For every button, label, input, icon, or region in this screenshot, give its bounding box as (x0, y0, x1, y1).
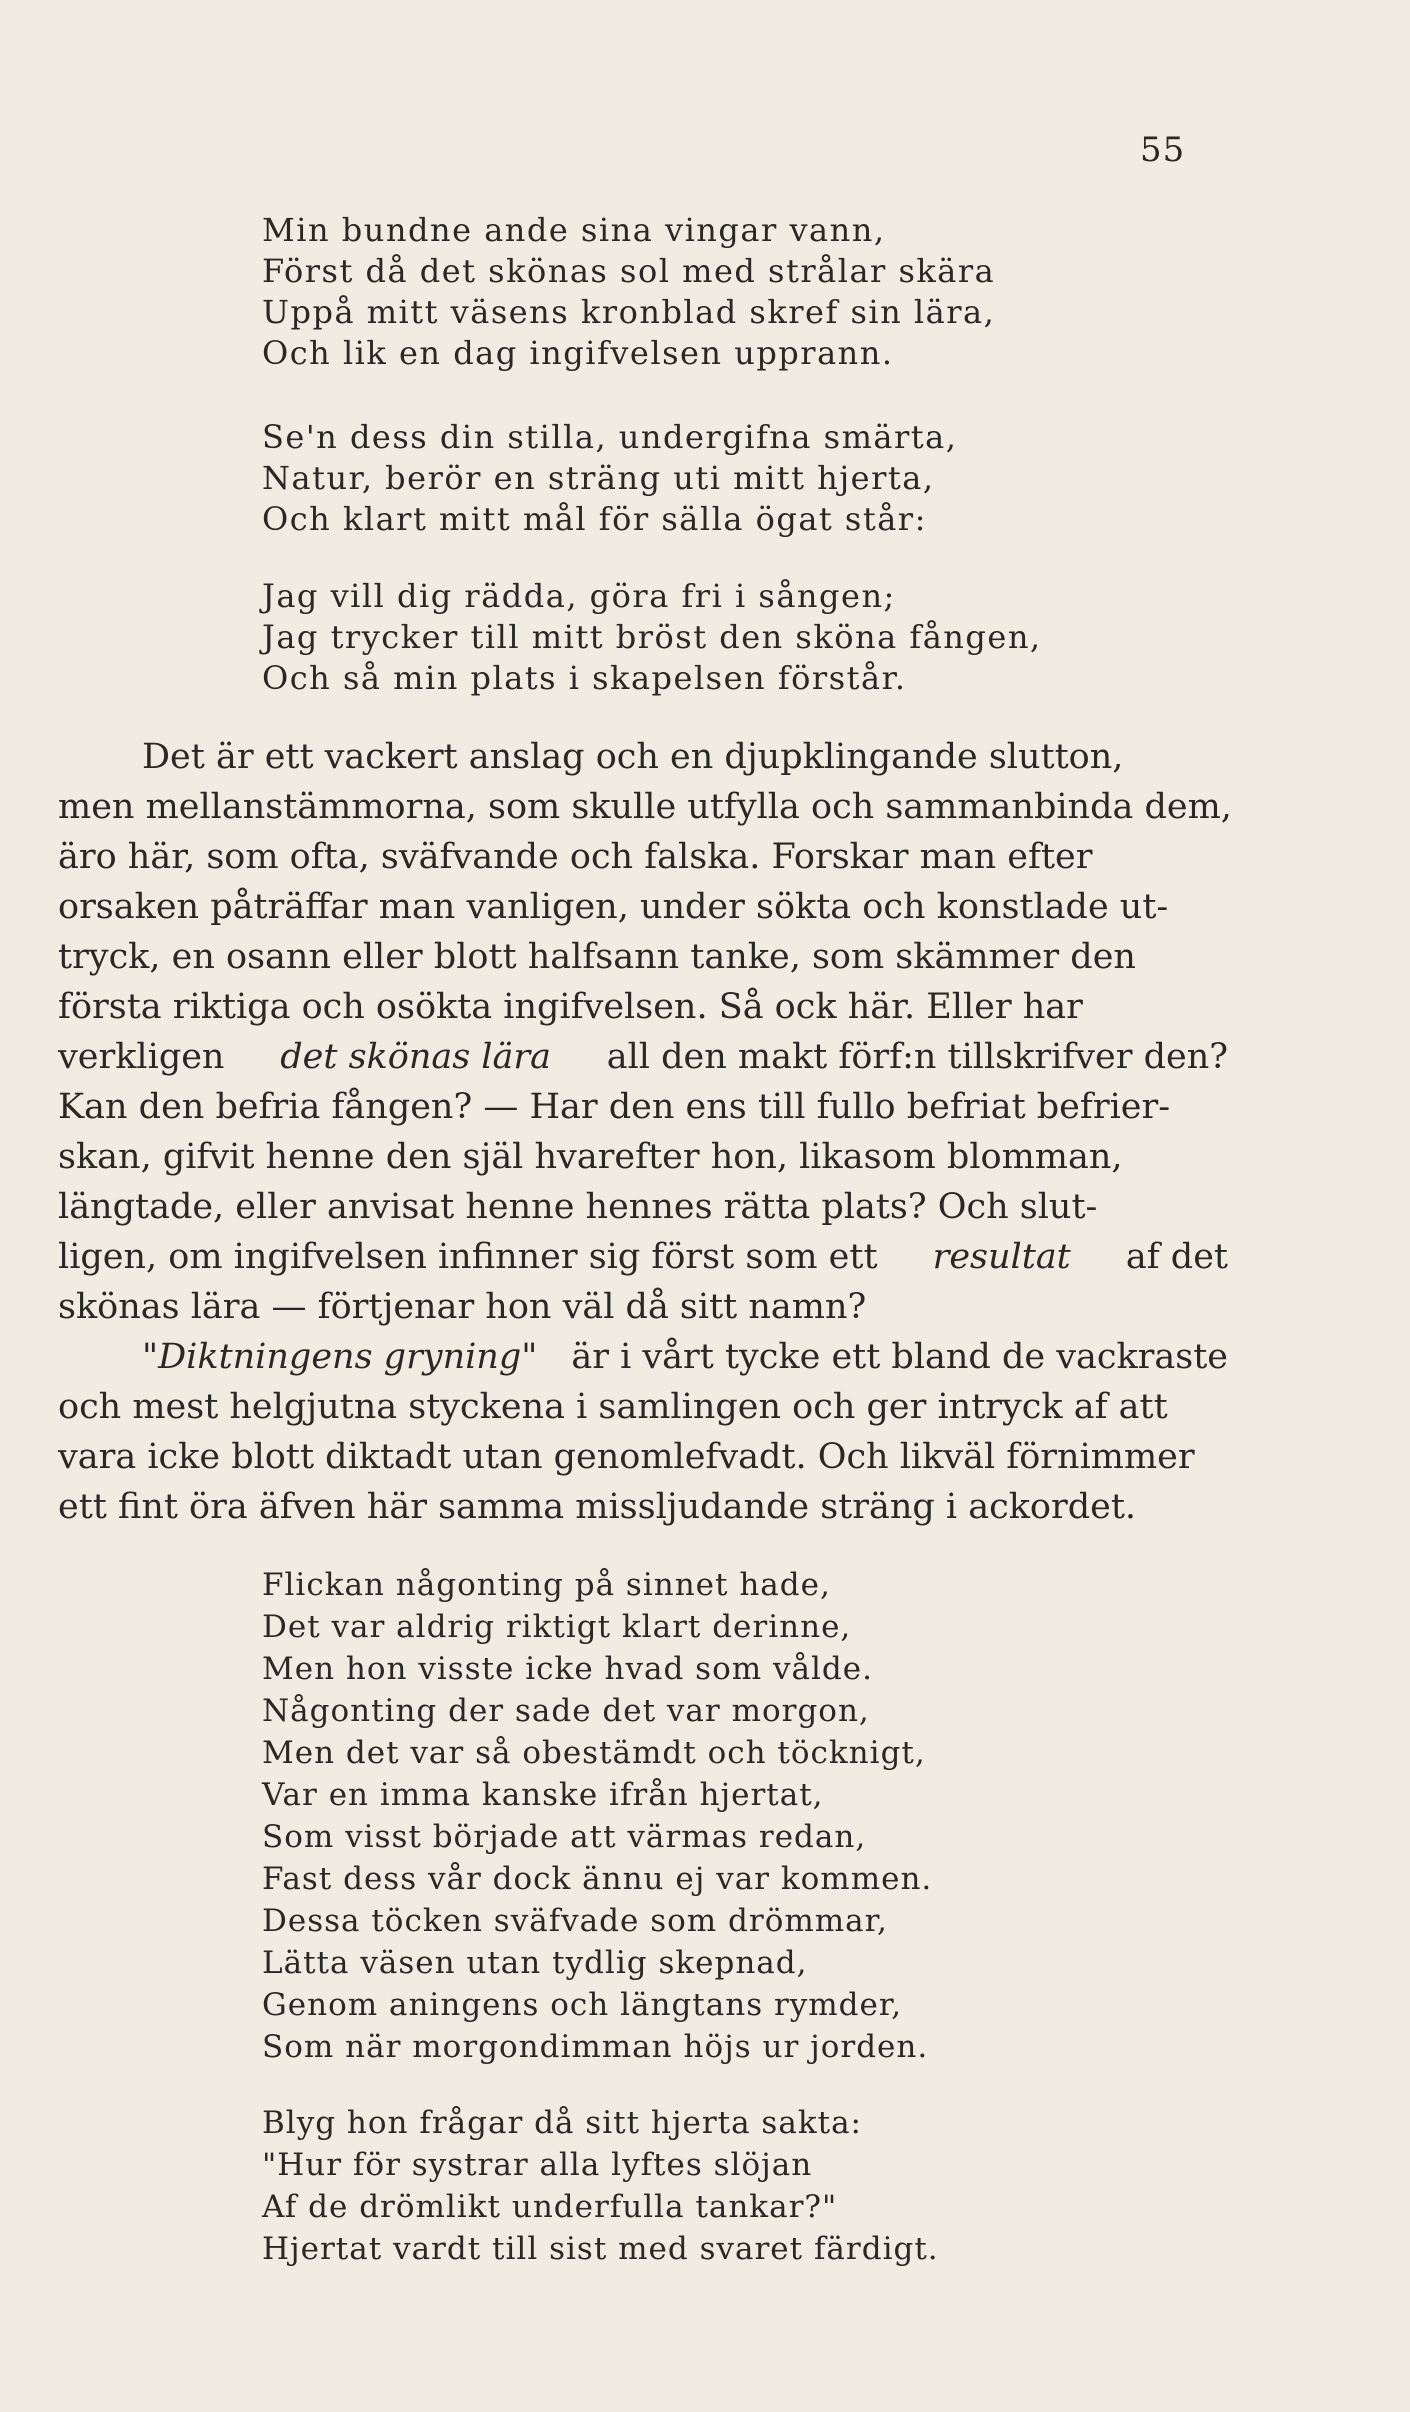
verse-line: Lätta väsen utan tydlig skepnad, (262, 1945, 808, 1981)
verse-line: Se'n dess din stilla, undergifna smärta, (262, 418, 958, 456)
prose-line (58, 1332, 1228, 1382)
prose-line (58, 882, 1228, 932)
prose-text: men mellanstämmorna, som skulle utfylla och sammanbinda dem, (58, 787, 1232, 827)
verse-line: Och klart mitt mål för sälla ögat står: (262, 500, 927, 538)
italic-title: Diktningens gryning (158, 1337, 522, 1377)
prose-body (58, 732, 1232, 1532)
prose-text: äro här, som ofta, sväfvande och falska. Forskar man efter (58, 837, 1093, 877)
prose-text: ligen, om ingifvelsen infinner sig först som ett (58, 1237, 878, 1277)
verse-line: Af de drömlikt underfulla tankar?" (262, 2189, 838, 2225)
prose-text: Kan den befria fången? — Har den ens till fullo befriat befrier- (58, 1087, 1171, 1127)
verse-line: Men hon visste icke hvad som vålde. (262, 1651, 873, 1687)
prose-line (58, 1432, 1228, 1482)
verse-line: Dessa töcken sväfvade som drömmar, (262, 1903, 888, 1939)
prose-text: längtade, eller anvisat henne hennes rätta plats? Och slut- (58, 1187, 1098, 1227)
prose-line (58, 1482, 1228, 1532)
prose-text: orsaken påträffar man vanligen, under sökta och konstlade ut- (58, 887, 1169, 927)
page-number: 55 (1140, 130, 1186, 170)
verse-line: Jag vill dig rädda, göra fri i sången; (262, 577, 896, 615)
prose-line (58, 1132, 1228, 1182)
verse-line: Jag trycker till mitt bröst den sköna fången, (262, 618, 1042, 656)
italic-phrase: det skönas lära (280, 1037, 551, 1077)
prose-text: vara icke blott diktadt utan genomlefvadt. Och likväl förnimmer (58, 1437, 1195, 1477)
prose-text: verkligen (58, 1037, 225, 1077)
stanza-gap (262, 2068, 939, 2102)
prose-line (58, 1182, 1228, 1232)
verse-line: Flickan någonting på sinnet hade, (262, 1567, 831, 1603)
prose-line (58, 1032, 1228, 1082)
prose-text: första riktiga och osökta ingifvelsen. Så ock här. Eller har (58, 987, 1083, 1027)
prose-text: skan, gifvit henne den själ hvarefter hon, likasom blomman, (58, 1137, 1123, 1177)
prose-line (58, 1232, 1228, 1282)
prose-line (58, 832, 1228, 882)
verse-line: Genom aningens och längtans rymder, (262, 1987, 903, 2023)
verse-line: Hjertat vardt till sist med svaret färdigt. (262, 2231, 939, 2267)
italic-phrase: resultat (932, 1237, 1071, 1277)
prose-line (58, 932, 1228, 982)
verse-line: Som visst började att värmas redan, (262, 1819, 867, 1855)
prose-line (58, 1082, 1228, 1132)
verse-line: Någonting der sade det var morgon, (262, 1693, 870, 1729)
verse-line: Fast dess vår dock ännu ej var kommen. (262, 1861, 933, 1897)
verse-line: "Hur för systrar alla lyftes slöjan (262, 2147, 813, 2183)
prose-text: och mest helgjutna styckena i samlingen och ger intryck af att (58, 1387, 1168, 1427)
poem-stanza-3 (262, 576, 1042, 699)
open-quote: " (142, 1337, 159, 1377)
poem-stanza-2 (262, 417, 957, 540)
verse-line: Och så min plats i skapelsen förstår. (262, 659, 907, 697)
close-quote: " (521, 1337, 538, 1377)
prose-line (58, 782, 1232, 832)
prose-text: är i vårt tycke ett bland de vackraste (571, 1337, 1228, 1377)
verse-line: Och lik en dag ingifvelsen upprann. (262, 334, 894, 372)
verse-line: Uppå mitt väsens kronblad skref sin lära, (262, 293, 996, 331)
prose-text (142, 1332, 537, 1382)
prose-line (58, 982, 1228, 1032)
poem-stanza-1 (262, 210, 995, 374)
prose-text: Det är ett vackert anslag och en djupklingande slutton, (142, 737, 1124, 777)
verse-line: Som när morgondimman höjs ur jorden. (262, 2029, 929, 2065)
poem-2 (262, 1564, 939, 2270)
verse-line: Var en imma kanske ifrån hjertat, (262, 1777, 824, 1813)
verse-line: Blyg hon frågar då sitt hjerta sakta: (262, 2105, 862, 2141)
prose-line (58, 1382, 1228, 1432)
verse-line: Men det var så obestämdt och töcknigt, (262, 1735, 926, 1771)
prose-text: af det (1125, 1237, 1228, 1277)
prose-text: ett fint öra äfven här samma missljudande sträng i ackordet. (58, 1487, 1137, 1527)
verse-line: Det var aldrig riktigt klart derinne, (262, 1609, 852, 1645)
prose-text: all den makt förf:n tillskrifver den? (606, 1037, 1228, 1077)
prose-text: tryck, en osann eller blott halfsann tanke, som skämmer den (58, 937, 1136, 977)
prose-text: skönas lära — förtjenar hon väl då sitt namn? (58, 1287, 867, 1327)
verse-line: Min bundne ande sina vingar vann, (262, 211, 886, 249)
prose-line (58, 732, 1228, 782)
prose-line (58, 1282, 1228, 1332)
verse-line: Först då det skönas sol med strålar skära (262, 252, 996, 290)
verse-line: Natur, berör en sträng uti mitt hjerta, (262, 459, 935, 497)
